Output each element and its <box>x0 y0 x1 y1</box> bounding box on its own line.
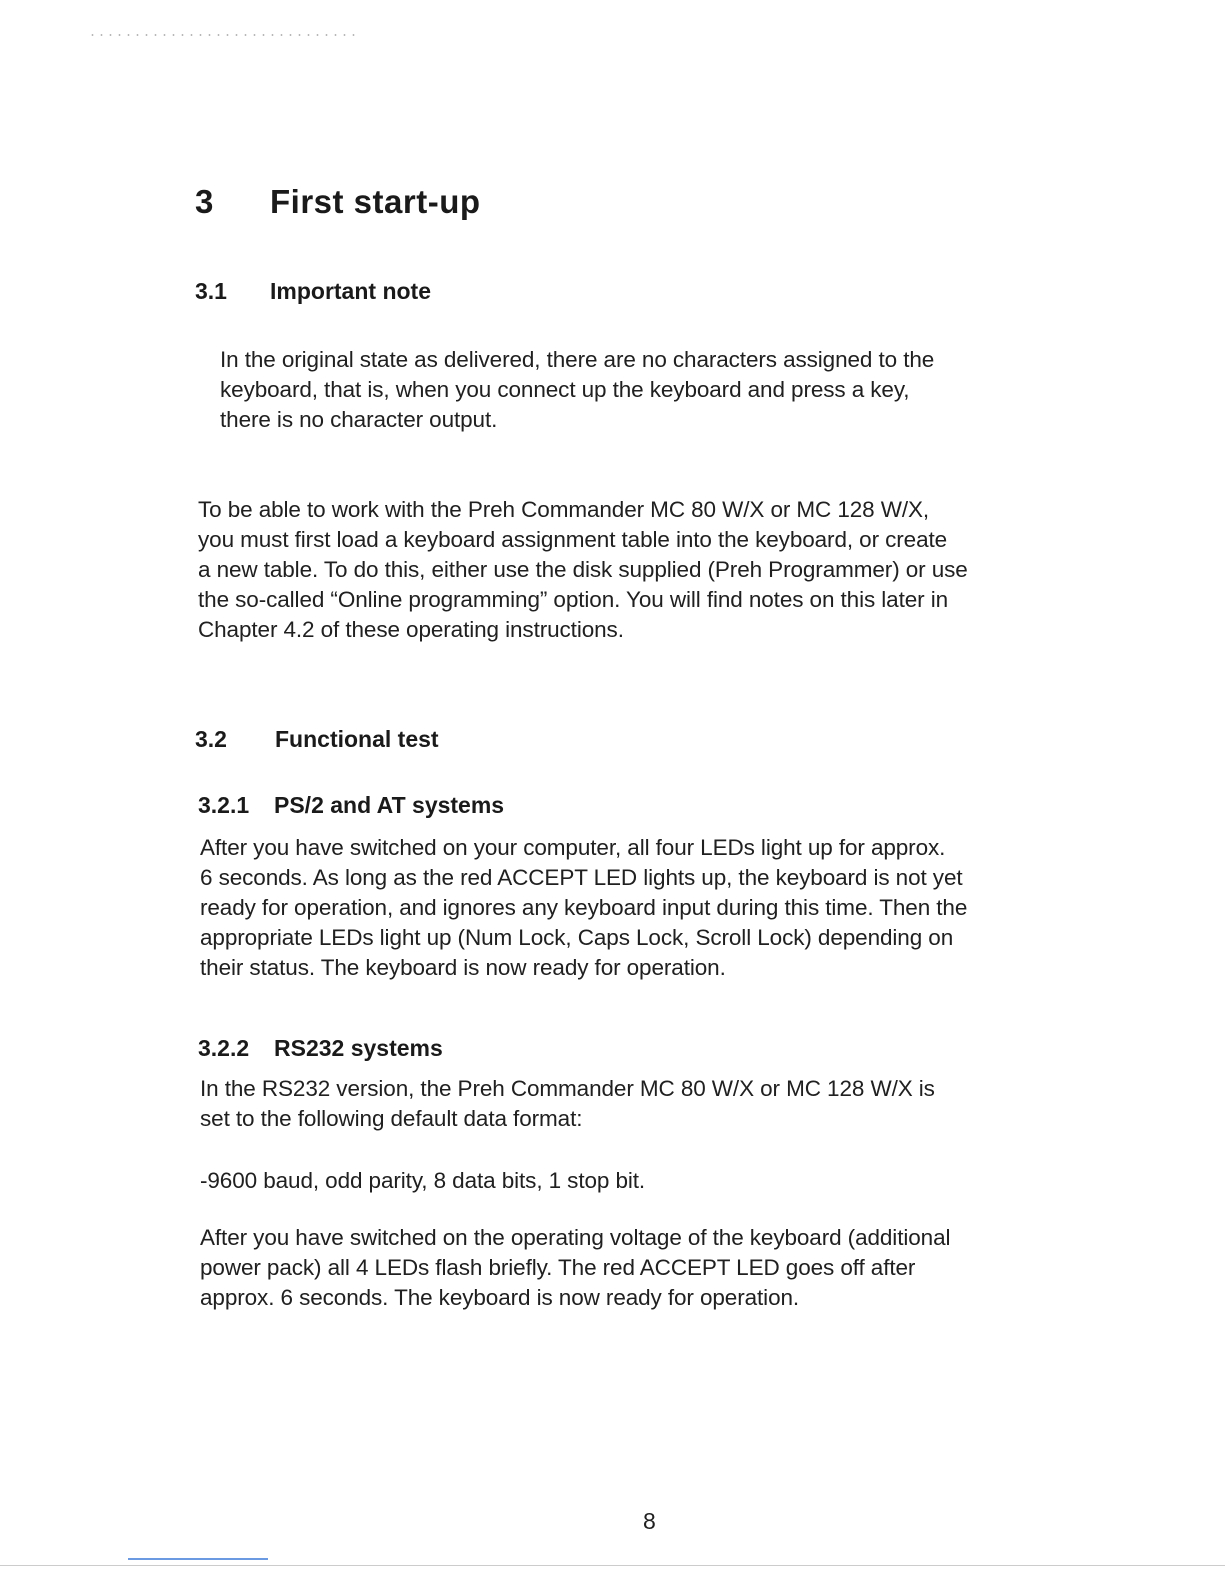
text-line: a new table. To do this, either use the disk supplied (Preh Programmer) or use <box>198 557 968 582</box>
subsection-title: PS/2 and AT systems <box>274 792 505 818</box>
paragraph-rs232-format <box>200 1074 935 1134</box>
text-line: set to the following default data format: <box>200 1106 583 1131</box>
chapter-title: First start-up <box>270 183 481 220</box>
subsection-number: 3.2.1 <box>198 792 250 818</box>
scan-artifact-dots <box>88 34 358 36</box>
text-line: appropriate LEDs light up (Num Lock, Caps Lock, Scroll Lock) depending on <box>200 925 954 950</box>
text-line: keyboard, that is, when you connect up the keyboard and press a key, <box>220 377 910 402</box>
section-heading-3-1 <box>195 278 431 305</box>
text-line: -9600 baud, odd parity, 8 data bits, 1 stop bit. <box>200 1168 646 1193</box>
text-line: you must first load a keyboard assignment table into the keyboard, or create <box>198 527 948 552</box>
page-number: 8 <box>643 1508 656 1534</box>
paragraph-rs232-startup <box>200 1223 950 1313</box>
section-title: Functional test <box>275 726 439 752</box>
text-line: power pack) all 4 LEDs flash briefly. The red ACCEPT LED goes off after <box>200 1255 916 1280</box>
chapter-heading <box>195 183 481 221</box>
text-line: the so-called “Online programming” option. You will find notes on this later in <box>198 587 949 612</box>
paragraph-important-note <box>220 345 934 435</box>
subsection-title: RS232 systems <box>274 1035 443 1061</box>
text-line: To be able to work with the Preh Commander MC 80 W/X or MC 128 W/X, <box>198 497 930 522</box>
text-line: approx. 6 seconds. The keyboard is now ready for operation. <box>200 1285 800 1310</box>
section-number: 3.1 <box>195 278 227 304</box>
text-line: In the original state as delivered, there are no characters assigned to the <box>220 347 935 372</box>
subsection-heading-3-2-1 <box>198 792 504 819</box>
text-line: ready for operation, and ignores any keyboard input during this time. Then the <box>200 895 968 920</box>
text-line: there is no character output. <box>220 407 498 432</box>
section-title: Important note <box>270 278 431 304</box>
text-line: In the RS232 version, the Preh Commander MC 80 W/X or MC 128 W/X is <box>200 1076 935 1101</box>
section-heading-3-2 <box>195 726 439 753</box>
paragraph-load-assignment <box>198 495 968 645</box>
scan-bottom-edge <box>0 1565 1225 1566</box>
subsection-heading-3-2-2 <box>198 1035 443 1062</box>
scan-edge-mark <box>128 1558 268 1560</box>
text-line: Chapter 4.2 of these operating instructions. <box>198 617 624 642</box>
chapter-number: 3 <box>195 183 214 220</box>
subsection-number: 3.2.2 <box>198 1035 250 1061</box>
paragraph-rs232-settings <box>200 1166 645 1196</box>
section-number: 3.2 <box>195 726 227 752</box>
paragraph-ps2-at <box>200 833 967 983</box>
text-line: 6 seconds. As long as the red ACCEPT LED lights up, the keyboard is not yet <box>200 865 963 890</box>
text-line: their status. The keyboard is now ready for operation. <box>200 955 726 980</box>
text-line: After you have switched on your computer, all four LEDs light up for approx. <box>200 835 946 860</box>
text-line: After you have switched on the operating voltage of the keyboard (additional <box>200 1225 951 1250</box>
